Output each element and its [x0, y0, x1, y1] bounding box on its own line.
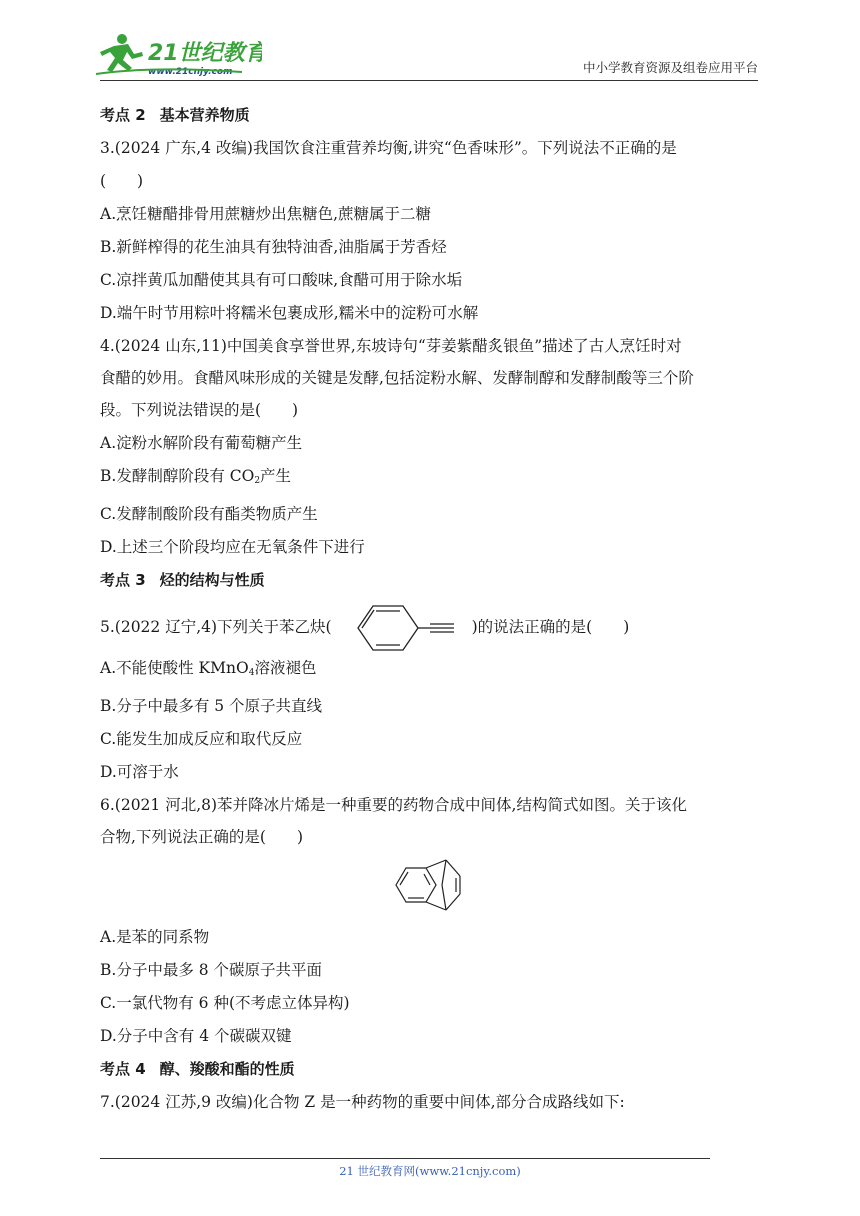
q4-option-c: C.发酵制酸阶段有酯类物质产生	[100, 505, 318, 523]
q5-option-a: A.不能使酸性 KMnO$_4$溶液褪色	[100, 659, 317, 678]
q5-option-d: D.可溶于水	[100, 763, 179, 781]
logo	[92, 30, 262, 80]
q5-option-c: C.能发生加成反应和取代反应	[100, 730, 303, 748]
runner-icon	[100, 34, 143, 72]
q3-option-d: D.端午时节用粽叶将糯米包裹成形,糯米中的淀粉可水解	[100, 304, 479, 322]
logo-text: 21世纪教育	[148, 41, 262, 66]
q4-option-a: A.淀粉水解阶段有葡萄糖产生	[100, 434, 303, 452]
q4-stem-line2: 食醋的妙用。食醋风味形成的关键是发酵,包括淀粉水解、发酵制醇和发酵制酸等三个阶	[100, 369, 694, 387]
section-heading-4: 考点 4 醇、羧酸和酯的性质	[100, 1060, 295, 1078]
q3-stem-line1: 3.(2024 广东,4 改编)我国饮食注重营养均衡,讲究“色香味形”。下列说法不正确的是	[100, 139, 677, 157]
q4-option-b: B.发酵制醇阶段有 $CO_2$产生	[100, 467, 292, 486]
q5-option-b: B.分子中最多有 5 个原子共直线	[100, 697, 323, 715]
q3-option-b: B.新鲜榨得的花生油具有独特油香,油脂属于芳香烃	[100, 238, 447, 256]
q4-option-d: D.上述三个阶段均应在无氧条件下进行	[100, 538, 365, 556]
q6-stem-line2: 合物,下列说法正确的是( )	[100, 828, 304, 846]
header-platform-text: 中小学教育资源及组卷应用平台	[582, 60, 758, 75]
q3-option-a: A.烹饪糖醋排骨用蔗糖炒出焦糖色,蔗糖属于二糖	[100, 205, 432, 223]
logo-url: www.21cnjy.com	[148, 67, 233, 77]
q3-option-c: C.凉拌黄瓜加醋使其具有可口酸味,食醋可用于除水垢	[100, 271, 463, 289]
q6-stem-line1: 6.(2021 河北,8)苯并降冰片烯是一种重要的药物合成中间体,结构简式如图。关于该化	[100, 796, 687, 814]
footer-text: 21 世纪教育网(www.21cnjy.com)	[339, 1164, 521, 1178]
benzonorbornadiene-structure	[390, 854, 470, 916]
header-divider	[100, 80, 758, 81]
q6-option-a: A.是苯的同系物	[100, 928, 210, 946]
document-body	[100, 100, 760, 1115]
section-heading-3: 考点 3 烃的结构与性质	[100, 571, 265, 589]
q6-option-c: C.一氯代物有 6 种(不考虑立体异构)	[100, 994, 350, 1012]
q5-stem: 5.(2022 辽宁,4)下列关于苯乙炔( )的说法正确的是( )	[100, 599, 760, 655]
q7-stem-line1: 7.(2024 江苏,9 改编)化合物 Z 是一种药物的重要中间体,部分合成路线如下:	[100, 1093, 625, 1111]
footer-divider	[100, 1158, 710, 1159]
q6-option-d: D.分子中含有 4 个碳碳双键	[100, 1027, 292, 1045]
q4-stem-line1: 4.(2024 山东,11)中国美食享誉世界,东坡诗句“芽姜紫醋炙银鱼”描述了古人烹饪时对	[100, 337, 682, 355]
phenylacetylene-structure	[338, 602, 466, 654]
section-heading-2: 考点 2 基本营养物质	[100, 106, 250, 124]
q4-stem-line3: 段。下列说法错误的是( )	[100, 401, 299, 419]
q3-stem-line2: ( )	[100, 172, 144, 190]
q6-option-b: B.分子中最多 8 个碳原子共平面	[100, 961, 323, 979]
